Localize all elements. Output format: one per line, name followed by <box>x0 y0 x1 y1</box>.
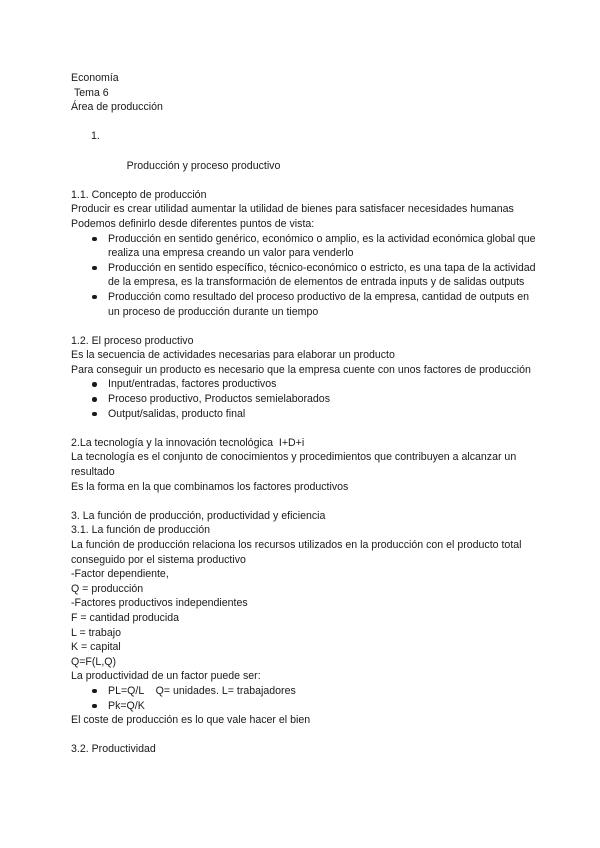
bullet-icon <box>92 689 97 694</box>
list-item-text: PL=Q/L Q= unidades. L= trabajadores <box>108 684 296 697</box>
list-item <box>71 377 541 392</box>
paragraph: Para conseguir un producto es necesario que la empresa cuente con unos factores de producción <box>71 363 531 376</box>
bullet-list <box>71 684 541 713</box>
subsection-3-1-title: 3.1. La función de producción <box>71 524 210 537</box>
section-1-number: 1. <box>91 130 100 143</box>
bullet-icon <box>92 295 97 300</box>
text-line: F = cantidad producida <box>71 611 180 624</box>
text-line: Q=F(L,Q) <box>71 655 117 668</box>
section-1-title: Producción y proceso productivo <box>126 159 281 172</box>
list-item-text: Proceso productivo, Productos semielaborados <box>108 393 330 406</box>
list-item <box>71 407 541 422</box>
text-line: -Factores productivos independientes <box>71 597 248 610</box>
area-heading: Área de producción <box>71 101 163 114</box>
bullet-icon <box>92 237 97 242</box>
list-item <box>71 392 541 407</box>
topic-label: Tema 6 <box>71 86 109 99</box>
spacer <box>71 115 541 130</box>
document-body <box>71 71 541 757</box>
bullet-icon <box>92 412 97 417</box>
spacer <box>71 319 541 334</box>
paragraph: El coste de producción es lo que vale hacer el bien <box>71 714 311 727</box>
paragraph: Es la forma en la que combinamos los factores productivos <box>71 480 349 493</box>
paragraph: Podemos definirlo desde diferentes puntos de vista: <box>71 217 315 230</box>
list-item <box>71 699 541 714</box>
paragraph: Producir es crear utilidad aumentar la utilidad de bienes para satisfacer necesidades humanas <box>71 203 514 216</box>
section-2-title: 2.La tecnología y la innovación tecnológica I+D+i <box>71 436 305 449</box>
bullet-icon <box>92 382 97 387</box>
bullet-icon <box>92 704 97 709</box>
subject-title: Economía <box>71 72 119 84</box>
list-item-text: Pk=Q/K <box>108 699 145 712</box>
paragraph: La tecnología es el conjunto de conocimientos y procedimientos que contribuyen a alcanzar un resultado <box>71 451 520 479</box>
paragraph: Es la secuencia de actividades necesarias para elaborar un producto <box>71 349 395 362</box>
bullet-icon <box>92 266 97 271</box>
spacer <box>71 421 541 436</box>
subsection-3-2-title: 3.2. Productividad <box>71 743 156 756</box>
list-item <box>71 232 541 261</box>
list-item-text: Producción como resultado del proceso productivo de la empresa, cantidad de outputs en un proceso de producción durante un tiempo <box>108 290 530 318</box>
list-item <box>71 261 541 290</box>
list-item <box>71 684 541 699</box>
text-line: K = capital <box>71 641 121 654</box>
list-item <box>71 290 541 319</box>
spacer <box>71 728 541 743</box>
list-item-text: Producción en sentido genérico, económico o amplio, es la actividad económica global que realiza una empresa creando un valor para venderlo <box>108 232 536 260</box>
text-line: La productividad de un factor puede ser: <box>71 670 261 683</box>
list-item-text: Output/salidas, producto final <box>108 407 246 420</box>
section-1-heading <box>71 129 541 187</box>
bullet-icon <box>92 397 97 402</box>
bullet-list <box>71 232 541 320</box>
list-item-text: Producción en sentido específico, técnico-económico o estricto, es una tapa de la actividad de la empresa, es la transformación de elementos de entrada inputs y de salidas outputs <box>108 261 536 289</box>
text-line: Q = producción <box>71 582 144 595</box>
list-item-text: Input/entradas, factores productivos <box>108 378 277 391</box>
bullet-list <box>71 377 541 421</box>
subsection-1-2-title: 1.2. El proceso productivo <box>71 334 194 347</box>
text-line: L = trabajo <box>71 626 121 639</box>
spacer <box>71 494 541 509</box>
section-3-title: 3. La función de producción, productividad y eficiencia <box>71 509 326 522</box>
subsection-1-1-title: 1.1. Concepto de producción <box>71 188 207 201</box>
paragraph: La función de producción relaciona los recursos utilizados en la producción con el producto total conseguido por el sistema productivo <box>71 539 525 566</box>
text-line: -Factor dependiente, <box>71 568 169 581</box>
